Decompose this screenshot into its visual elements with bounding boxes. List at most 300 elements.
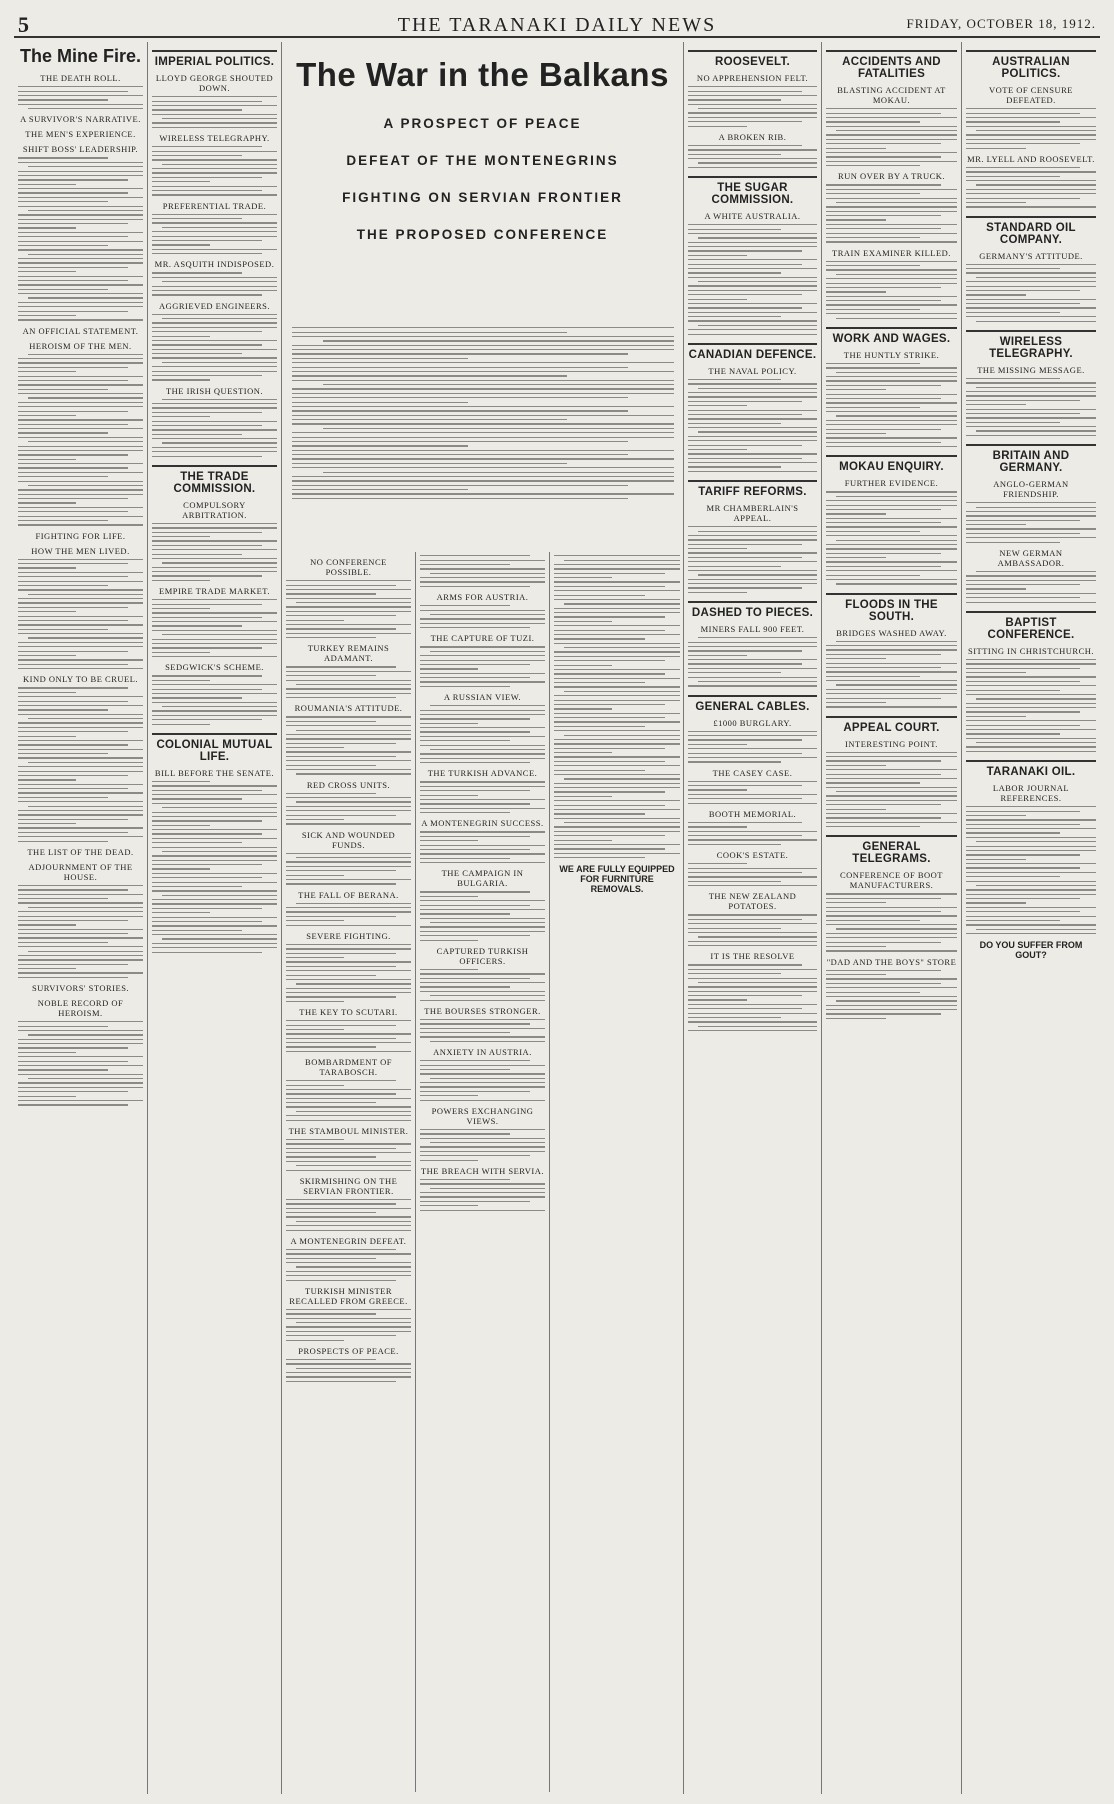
body-text-line [152, 890, 277, 891]
body-text-line [966, 435, 1096, 436]
body-text-line [286, 680, 411, 681]
body-text-line [966, 413, 1080, 414]
body-text-line [18, 406, 143, 407]
column-body [554, 555, 680, 858]
body-text-line [826, 143, 941, 144]
body-text-line [18, 801, 143, 802]
body-text-line [18, 511, 128, 512]
body-text-line [18, 520, 108, 521]
body-text-line [688, 557, 802, 558]
subheading: LABOR JOURNAL REFERENCES. [992, 783, 1070, 803]
body-text-line [688, 672, 781, 673]
body-text-line [688, 803, 817, 804]
body-text-line [296, 1266, 411, 1267]
body-text-line [152, 375, 262, 376]
body-text-line [966, 707, 1096, 708]
body-text-line [152, 599, 277, 600]
body-text-line [296, 684, 411, 685]
body-text-line [152, 921, 262, 922]
subheading: AGGRIEVED ENGINEERS. [158, 300, 271, 311]
body-text-line [826, 902, 886, 903]
body-text-line [966, 126, 1096, 127]
body-text-line [286, 1216, 411, 1217]
body-text-line [826, 548, 957, 549]
section-heading: TARANAKI OIL. [966, 760, 1096, 778]
subheading: SITTING IN CHRISTCHURCH. [967, 645, 1095, 656]
subheading: "DAD AND THE BOYS" STORE [826, 956, 957, 967]
body-text-line [18, 162, 143, 163]
body-text-line [826, 184, 941, 185]
body-text-line [18, 280, 128, 281]
body-text-line [18, 959, 143, 960]
body-text-line [420, 808, 545, 809]
body-text-line [554, 581, 680, 582]
body-text-line [152, 930, 242, 931]
body-text-line [688, 885, 817, 886]
body-text-line [688, 526, 817, 527]
body-text-line [826, 658, 886, 659]
body-text-line [152, 952, 262, 953]
body-text-line [18, 611, 76, 612]
body-text-line [18, 289, 108, 290]
body-text-line [564, 822, 680, 823]
body-text-line [152, 101, 262, 102]
body-text-line [18, 924, 76, 925]
body-text-line [688, 285, 817, 286]
body-text-line [152, 527, 277, 528]
body-text-line [688, 753, 802, 754]
body-text-line [286, 769, 411, 770]
body-text-line [420, 862, 545, 863]
body-text-line [688, 259, 817, 260]
body-text-line [826, 265, 920, 266]
body-text-line [976, 387, 1096, 388]
body-text-line [18, 1056, 143, 1057]
column-mine-fire [14, 42, 148, 1794]
body-text-line [966, 113, 1080, 114]
body-text-line [420, 681, 545, 682]
body-text-line [420, 1036, 545, 1037]
body-text-line [152, 934, 277, 935]
body-text-line [286, 1225, 411, 1226]
body-text-line [966, 824, 1080, 825]
body-text-line [292, 397, 628, 398]
body-text-line [698, 681, 817, 682]
column-body [688, 50, 817, 1031]
body-text-line [688, 785, 802, 786]
body-text-line [826, 942, 941, 943]
body-text-line [18, 616, 143, 617]
body-text-line [966, 725, 1080, 726]
body-text-line [18, 362, 143, 363]
body-text-line [292, 327, 674, 328]
body-text-line [826, 261, 957, 262]
body-text-line [286, 1309, 411, 1310]
subheading: COOK'S ESTATE. [716, 850, 789, 860]
body-text-line [966, 121, 1060, 122]
body-text-line [826, 152, 957, 153]
body-text-line [564, 778, 680, 779]
body-text-line [826, 557, 886, 558]
body-text-line [554, 704, 665, 705]
body-text-line [152, 536, 210, 537]
body-text-line [18, 367, 128, 368]
body-text-line [296, 1221, 411, 1222]
body-text-line [966, 264, 1096, 265]
body-text-line [420, 1201, 530, 1202]
body-text-line [554, 730, 680, 731]
body-text-line [698, 982, 817, 983]
body-text-line [152, 877, 262, 878]
body-text-line [554, 765, 680, 766]
body-text-line [836, 415, 957, 416]
body-text-line [688, 112, 817, 113]
body-text-line [966, 806, 1096, 807]
body-text-line [430, 651, 545, 652]
body-text-line [688, 794, 817, 795]
body-text-line [966, 907, 1096, 908]
body-text-line [420, 991, 545, 992]
body-text-line [18, 380, 128, 381]
body-text-line [18, 192, 128, 193]
body-text-line [966, 746, 1096, 747]
body-text-line [688, 145, 802, 146]
body-text-line [826, 296, 957, 297]
body-text-line [152, 724, 210, 725]
body-text-line [420, 891, 530, 892]
body-text-line [286, 853, 411, 854]
body-text-line [688, 592, 747, 593]
body-text-line [18, 393, 143, 394]
body-text-line [420, 799, 545, 800]
body-text-line [18, 223, 128, 224]
body-text-line [152, 882, 277, 883]
body-text-line [18, 559, 143, 560]
body-text-line [286, 1199, 411, 1200]
body-text-line [18, 589, 143, 590]
body-text-line [420, 714, 545, 715]
body-text-line [152, 604, 262, 605]
body-text-line [688, 303, 817, 304]
body-text-line [296, 1368, 411, 1369]
body-text-line [826, 983, 941, 984]
body-text-line [966, 902, 1026, 903]
body-text-line [292, 476, 674, 477]
body-text-line [152, 899, 277, 900]
body-text-line [292, 463, 567, 464]
body-text-line [18, 358, 143, 359]
body-text-line [420, 940, 478, 941]
body-text-line [826, 579, 957, 580]
body-text-line [554, 573, 665, 574]
war-column-c [550, 552, 684, 1792]
body-text-line [28, 297, 143, 298]
body-text-line [286, 1359, 376, 1360]
subheading: MR CHAMBERLAIN'S APPEAL. [706, 503, 799, 523]
body-text-line [152, 719, 262, 720]
body-text-line [688, 466, 781, 467]
body-text-line [826, 269, 957, 270]
body-text-line [152, 697, 242, 698]
body-text-line [152, 621, 277, 622]
body-text-line [18, 642, 143, 643]
body-text-line [18, 972, 143, 973]
body-text-line [286, 870, 396, 871]
body-text-line [286, 970, 411, 971]
body-text-line [286, 589, 411, 590]
body-text-line [966, 176, 1060, 177]
body-text-line [688, 579, 817, 580]
body-text-line [430, 573, 545, 574]
body-text-line [152, 127, 277, 128]
body-text-line [162, 227, 277, 228]
body-text-line [554, 783, 680, 784]
war-heading-3: FIGHTING ON SERVIAN FRONTIER [342, 190, 623, 205]
body-text-line [688, 535, 817, 536]
body-text-line [420, 710, 545, 711]
subheading: ARMS FOR AUSTRIA. [436, 592, 529, 602]
body-text-line [286, 992, 411, 993]
body-text-line [152, 218, 242, 219]
subheading: THE STAMBOUL MINISTER. [288, 1125, 409, 1136]
body-text-line [966, 588, 1026, 589]
section-heading: WIRELESS TELEGRAPHY. [966, 330, 1096, 360]
body-text-line [826, 765, 886, 766]
body-text-line [286, 1115, 411, 1116]
body-text-line [554, 643, 680, 644]
body-text-line [826, 566, 941, 567]
body-text-line [286, 747, 344, 748]
body-text-line [966, 659, 1096, 660]
body-text-line [18, 419, 143, 420]
body-text-line [152, 710, 277, 711]
body-text-line [836, 318, 957, 319]
body-text-line [292, 332, 567, 333]
body-text-line [152, 794, 277, 795]
body-text-line [554, 756, 680, 757]
body-text-line [296, 602, 411, 603]
body-text-line [420, 795, 478, 796]
subheading: HEROISM OF THE MEN. [29, 340, 132, 351]
body-text-line [286, 637, 376, 638]
body-text-line [554, 577, 612, 578]
body-text-line [152, 575, 262, 576]
body-text-line [826, 380, 957, 381]
body-text-line [18, 567, 76, 568]
body-text-line [286, 1156, 376, 1157]
body-text-line [826, 680, 957, 681]
body-text-line [18, 766, 143, 767]
column-body [826, 50, 957, 1019]
body-text-line [152, 421, 277, 422]
subheading: BLASTING ACCIDENT AT MOKAU. [837, 85, 946, 105]
body-text-line [296, 730, 411, 731]
body-text-line [554, 787, 680, 788]
body-text-line [18, 179, 128, 180]
body-text-line [152, 908, 262, 909]
body-text-line [286, 1120, 411, 1121]
body-text-line [826, 278, 957, 279]
body-text-line [826, 698, 941, 699]
body-text-line [826, 1005, 957, 1006]
body-text-line [826, 134, 957, 135]
body-text-line [698, 936, 817, 937]
body-text-line [688, 418, 817, 419]
body-text-line [152, 403, 277, 404]
body-text-line [688, 945, 817, 946]
body-text-line [688, 548, 747, 549]
body-text-line [18, 964, 128, 965]
body-text-line [152, 277, 277, 278]
body-text-line [18, 507, 143, 508]
body-text-line [152, 917, 277, 918]
body-text-line [430, 614, 545, 615]
body-text-line [976, 929, 1096, 930]
body-text-line [826, 795, 957, 796]
body-text-line [826, 987, 957, 988]
section-heading: MOKAU ENQUIRY. [826, 455, 957, 473]
body-text-line [152, 253, 262, 254]
body-text-line [286, 1208, 411, 1209]
body-text-line [28, 1034, 143, 1035]
body-text-line [698, 162, 817, 163]
body-text-line [18, 446, 143, 447]
body-text-line [826, 429, 941, 430]
body-text-line [152, 327, 277, 328]
body-text-line [420, 664, 530, 665]
body-text-line [554, 743, 680, 744]
body-text-line [152, 249, 277, 250]
body-text-line [286, 823, 411, 824]
body-text-line [18, 245, 108, 246]
section-heading: AUSTRALIAN POLITICS. [966, 50, 1096, 80]
body-text-line [826, 193, 920, 194]
body-text-line [688, 233, 817, 234]
body-text-line [18, 946, 143, 947]
body-text-line [292, 406, 674, 407]
body-text-line [836, 791, 957, 792]
body-text-line [18, 572, 143, 573]
body-text-line [420, 1019, 545, 1020]
body-text-line [826, 228, 941, 229]
body-text-line [688, 748, 817, 749]
body-text-line [826, 505, 957, 506]
body-text-line [688, 453, 817, 454]
body-text-line [826, 970, 941, 971]
body-text-line [28, 108, 143, 109]
body-text-line [162, 938, 277, 939]
body-text-line [688, 1030, 817, 1031]
body-text-line [420, 918, 545, 919]
body-text-line [826, 693, 957, 694]
body-text-line [554, 809, 680, 810]
section-heading: ACCIDENTS AND FATALITIES [826, 50, 957, 80]
subheading: THE CAPTURE OF TUZI. [430, 633, 535, 644]
body-text-line [292, 458, 674, 459]
body-text-line [554, 717, 665, 718]
body-text-line [826, 363, 920, 364]
body-text-line [688, 316, 781, 317]
body-text-line [292, 432, 674, 433]
body-text-line [18, 664, 128, 665]
body-text-line [286, 1025, 396, 1026]
body-text-line [152, 803, 277, 804]
body-text-line [152, 523, 277, 524]
body-text-line [826, 676, 920, 677]
body-text-line [966, 202, 1026, 203]
body-text-line [564, 560, 680, 561]
body-text-line [286, 1271, 411, 1272]
body-text-line [698, 388, 817, 389]
body-text-line [966, 206, 1096, 207]
body-text-line [554, 612, 680, 613]
body-text-line [554, 682, 645, 683]
body-text-line [554, 805, 665, 806]
body-text-line [966, 872, 1096, 873]
subheading: IT IS THE RESOLVE [710, 951, 795, 962]
body-text-line [826, 570, 957, 571]
body-text-line [554, 774, 680, 775]
body-text-line [420, 723, 478, 724]
body-text-line [966, 668, 1080, 669]
body-text-line [688, 964, 802, 965]
body-text-line [420, 623, 545, 624]
body-text-line [286, 593, 376, 594]
body-text-line [286, 1326, 411, 1327]
body-text-line [420, 781, 545, 782]
body-text-line [826, 531, 920, 532]
subheading: TRAIN EXAMINER KILLED. [832, 247, 951, 258]
body-text-line [152, 943, 277, 944]
body-text-line [18, 502, 76, 503]
body-text-line [688, 881, 781, 882]
body-text-line [826, 189, 957, 190]
body-text-line [966, 426, 1096, 427]
body-text-line [286, 1080, 396, 1081]
subheading: THE BREACH WITH SERVIA. [420, 1165, 545, 1176]
body-text-line [152, 675, 262, 676]
body-text-line [152, 625, 242, 626]
body-text-line [826, 933, 957, 934]
body-text-line [152, 322, 277, 323]
body-text-line [18, 1021, 143, 1022]
section-heading: GENERAL CABLES. [688, 695, 817, 713]
body-text-line [420, 836, 530, 837]
body-text-line [966, 502, 1096, 503]
body-text-line [28, 397, 143, 398]
body-text-line [152, 353, 242, 354]
body-text-line [826, 561, 957, 562]
subheading: THE HUNTLY STRIKE. [843, 349, 940, 360]
subheading: NOBLE RECORD OF HEROISM. [37, 998, 124, 1018]
body-text-line [28, 441, 143, 442]
body-text-line [152, 812, 277, 813]
body-text-line [420, 660, 545, 661]
body-text-line [152, 825, 210, 826]
body-text-line [698, 637, 817, 638]
body-text-line [554, 752, 612, 753]
body-text-line [554, 555, 680, 556]
body-text-line [286, 760, 411, 761]
body-text-line [152, 571, 277, 572]
body-text-line [420, 718, 530, 719]
body-text-line [698, 1026, 817, 1027]
body-text-line [420, 581, 545, 582]
subheading: BILL BEFORE THE SENATE. [154, 767, 275, 778]
body-text-line [18, 955, 143, 956]
body-text-line [296, 903, 411, 904]
body-text-line [688, 410, 817, 411]
